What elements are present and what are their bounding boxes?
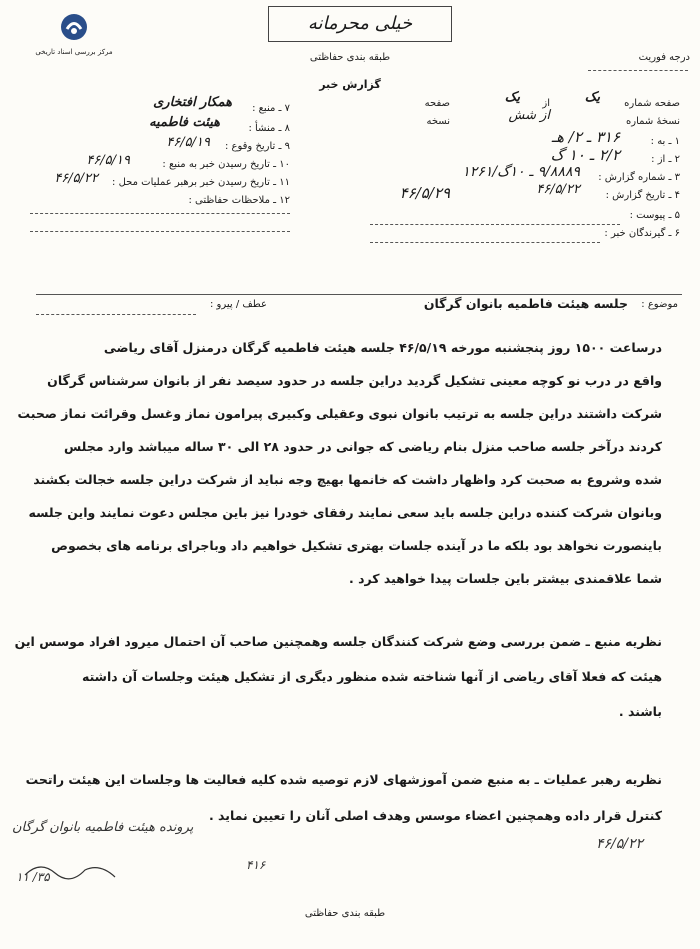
field-source-value: همکار افتخاری — [153, 95, 232, 110]
handwritten-margin-note: پرونده هیئت فاطمیه بانوان گرگان — [12, 820, 194, 835]
logo-text: مرکز بررسی اسناد تاریخی — [35, 48, 113, 56]
opinion-line: هیئت که فعلا آقای ریاضی از آنها شناخته شده منظور دیگری از تشکیل هیئت وجلسات آن داشته — [82, 669, 662, 684]
body-line: شده وشروع به صحبت کرد واظهار داشت که خانمها بهیچ وجه نباید از شرکت دراین جلسه خجالت بکشند — [33, 472, 662, 487]
signature-scribble — [20, 855, 120, 885]
report-body — [17, 338, 662, 602]
left-dashed-2 — [30, 231, 290, 232]
report-date-label: ۴ ـ تاریخ گزارش : — [605, 190, 680, 201]
attachment-line — [370, 224, 620, 225]
source-opinion — [14, 632, 662, 737]
subject-label: موضوع : — [641, 299, 678, 310]
recipients-label: ۶ ـ گیرندگان خبر : — [604, 228, 680, 239]
subject-value: جلسه هیئت فاطمیه بانوان گرگان — [423, 296, 628, 311]
ref-line — [36, 314, 196, 315]
classification-bottom: طبقه بندی حفاظتی — [304, 908, 386, 919]
body-line: درساعت ۱۵۰۰ روز پنجشنبه مورخه ۴۶/۵/۱۹ جلسه هیئت فاطمیه گرگان درمنزل آقای ریاضی — [103, 340, 662, 355]
copy-suffix: نسخه — [426, 116, 450, 127]
field-source-label: ۷ ـ منبع : — [252, 103, 290, 114]
field-occurrence-label: ۹ ـ تاریخ وقوع : — [224, 141, 290, 152]
field-source-date-value: ۴۶/۵/۱۹ — [86, 153, 130, 168]
body-line: واقع در درب نو کوچه معینی تشکیل گردید دراین جلسه در حدود سیصد نفر از بانوان سرشناس گرگان — [47, 373, 662, 388]
handwritten-date: ۴۶/۵/۲۲ — [596, 836, 644, 852]
priority-label: درجه فوریت — [638, 52, 690, 63]
field-leader-date-value: ۴۶/۵/۲۲ — [54, 171, 98, 186]
page-of: از — [542, 98, 550, 109]
classification-top: طبقه بندی حفاظتی — [309, 52, 391, 63]
report-no-value: ۹/۸۸۸۹ ـ ۱۰گ/۱۲۶۱ — [462, 164, 580, 180]
report-date-value: ۴۶/۵/۲۲ — [536, 182, 580, 197]
field-origin-label: ۸ ـ منشأ : — [248, 123, 290, 134]
field-security-notes-label: ۱۲ ـ ملاحظات حفاظتی : — [188, 195, 290, 206]
report-title: گزارش خبر — [319, 78, 381, 91]
body-line: باینصورت نخواهد بود بلکه ما در آینده جلسات بهتری تشکیل خواهیم داد وباجرای برنامه های بخصوص — [51, 538, 662, 553]
field-occurrence-value: ۴۶/۵/۱۹ — [166, 135, 210, 150]
to-label: ۱ ـ به : — [650, 136, 680, 147]
page-total: یک — [504, 90, 520, 105]
report-no-label: ۳ ـ شماره گزارش : — [598, 172, 680, 183]
opinion-line: باشند . — [618, 704, 662, 719]
report-date-alt: ۴۶/۵/۲۹ — [399, 184, 450, 202]
field-origin-value: هیئت فاطمیه — [149, 115, 220, 130]
archive-seal-icon — [59, 12, 89, 42]
footer-number: ۴۱۶ — [246, 858, 266, 872]
ref-label: عطف / پیرو : — [210, 299, 267, 310]
archive-logo — [14, 12, 134, 56]
page-label: صفحه شماره — [624, 98, 680, 109]
field-source-date-label: ۱۰ ـ تاریخ رسیدن خبر به منبع : — [162, 159, 290, 170]
page-suffix: صفحه — [424, 98, 450, 109]
left-fields — [30, 95, 290, 235]
secret-stamp: خیلی محرمانه — [268, 6, 452, 42]
right-fields — [370, 88, 680, 248]
body-line: شرکت داشتند دراین جلسه به ترتیب بانوان نبوی وعقیلی وکبیری پیرامون نماز وغسل وقرائت نماز صحبت — [17, 406, 662, 421]
page-value: یک — [584, 90, 600, 105]
attachment-label: ۵ ـ پیوست : — [629, 210, 680, 221]
body-line: کردند درآخر جلسه صاحب منزل بنام ریاضی که جوانی در حدود ۲۸ الی ۳۰ ساله میباشد وارد مجلس — [63, 439, 662, 454]
body-line: شما علاقمندی بیشتر باین جلسات پیدا خواهید کرد . — [349, 571, 662, 586]
from-value: ۲/۲ ـ ۱۰ گ — [550, 146, 620, 164]
header-separator — [36, 294, 682, 295]
priority-line — [588, 70, 688, 71]
leader-line: نظریه رهبر عملیات ـ به منبع ضمن آموزشهای لازم توصیه شده کلیه فعالیت ها وجلسات این هیئت راتحت — [25, 772, 662, 787]
body-line: وبانوان شرکت کننده دراین جلسه باید سعی نمایند رفقای خودرا نیز باین مجلس دعوت نمایند واین جلسه — [28, 505, 662, 520]
handwritten-signature: ۳۵/ ۱۱ — [16, 870, 50, 884]
from-label: ۲ ـ از : — [651, 154, 680, 165]
leader-line: کنترل قرار داده وهمچنین اعضاء موسس وهدف اصلی آنان را تعیین نماید . — [208, 808, 662, 823]
copy-of: از شش — [508, 108, 550, 123]
copy-label: نسخهٔ شماره — [626, 116, 680, 127]
left-dashed-1 — [30, 213, 290, 214]
recipients-line — [370, 242, 600, 243]
to-value: ۳۱۶ ـ ۲/ هـ — [551, 128, 620, 146]
opinion-line: نظریه منبع ـ ضمن بررسی وضع شرکت کنندگان جلسه وهمچنین صاحب آن احتمال میرود افراد موسس این — [14, 634, 662, 649]
field-leader-date-label: ۱۱ ـ تاریخ رسیدن خبر برهبر عملیات محل : — [112, 177, 290, 188]
